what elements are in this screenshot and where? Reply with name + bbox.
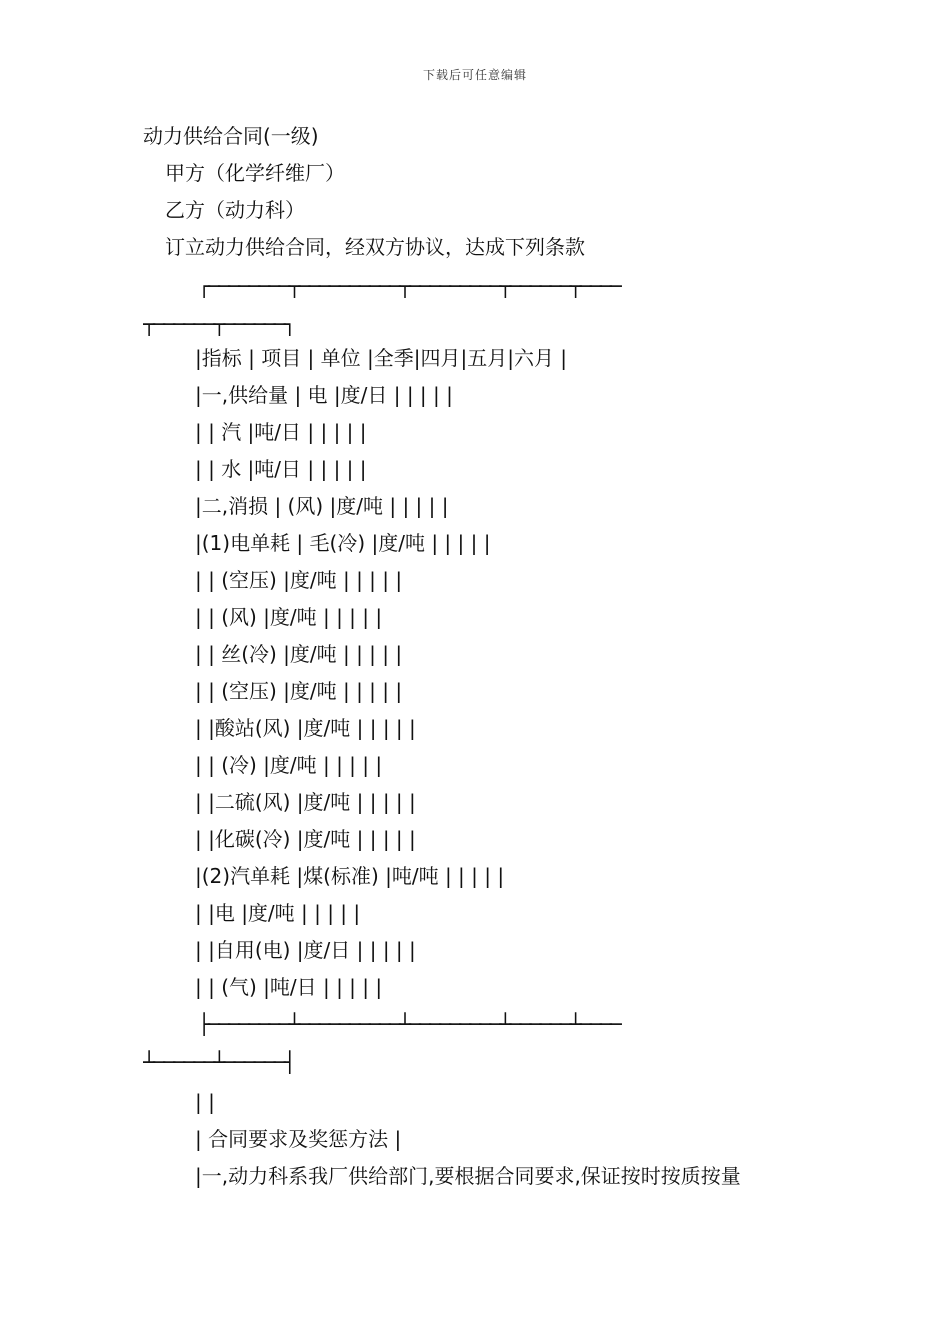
table-header-row: |指标 | 项目 | 单位 |全季|四月|五月|六月 |: [195, 346, 568, 370]
table-row: | | (空压) |度/吨 | | | | |: [195, 568, 403, 592]
party-a: 甲方（化学纤维厂）: [165, 161, 345, 185]
table-top-rule: ┌────────┬──────────┬─────────┬──────┬────: [198, 274, 620, 298]
table-bottom-rule: ├────────┴──────────┴─────────┴──────┴────: [198, 1012, 620, 1036]
table-top-rule-continued: ┬──────┬──────┐: [143, 312, 294, 336]
intro-text: 订立动力供给合同，经双方协议，达成下列条款: [165, 235, 585, 259]
table-row: |(1)电单耗 | 毛(冷) |度/吨 | | | | |: [195, 531, 491, 555]
header-note: 下载后可任意编辑: [422, 68, 527, 82]
table-row: | | 丝(冷) |度/吨 | | | | |: [195, 642, 403, 666]
table-row: | |自用(电) |度/日 | | | | |: [195, 938, 416, 962]
table-row: | | 汽 |吨/日 | | | | |: [195, 420, 367, 444]
table-row: | |电 |度/吨 | | | | |: [195, 901, 361, 925]
empty-row: | |: [195, 1090, 215, 1114]
clause-1: |一,动力科系我厂供给部门,要根据合同要求,保证按时按质按量: [195, 1164, 741, 1188]
table-row: | |酸站(风) |度/吨 | | | | |: [195, 716, 416, 740]
table-row: | | (风) |度/吨 | | | | |: [195, 605, 383, 629]
table-row: |二,消损 | (风) |度/吨 | | | | |: [195, 494, 449, 518]
table-row: |(2)汽单耗 |煤(标准) |吨/吨 | | | | |: [195, 864, 505, 888]
table-row: | | (冷) |度/吨 | | | | |: [195, 753, 383, 777]
section-heading: | 合同要求及奖惩方法 |: [195, 1127, 402, 1151]
table-bottom-rule-continued: ┴──────┴──────┤: [143, 1050, 294, 1074]
table-row: | | (气) |吨/日 | | | | |: [195, 975, 383, 999]
table-row: | | (空压) |度/吨 | | | | |: [195, 679, 403, 703]
table-row: | | 水 |吨/日 | | | | |: [195, 457, 367, 481]
table-row: | |化碳(冷) |度/吨 | | | | |: [195, 827, 416, 851]
table-row: |一,供给量 | 电 |度/日 | | | | |: [195, 383, 453, 407]
table-row: | |二硫(风) |度/吨 | | | | |: [195, 790, 416, 814]
contract-title: 动力供给合同(一级): [143, 124, 319, 148]
party-b: 乙方（动力科）: [165, 198, 305, 222]
